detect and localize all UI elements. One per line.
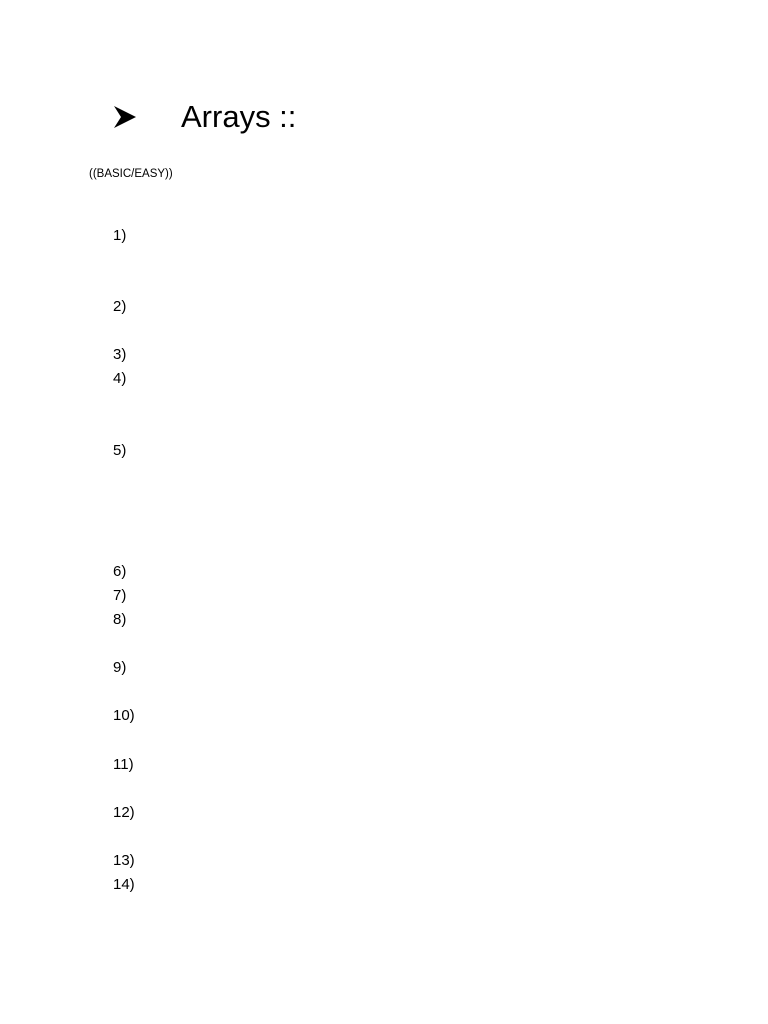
- list-item-number: 13): [113, 852, 135, 869]
- list-item-number: 5): [113, 442, 127, 459]
- list-item-number: 1): [113, 227, 127, 244]
- list-item-number: 14): [113, 876, 135, 893]
- list-item-number: 11): [113, 756, 134, 773]
- page-title: Arrays ::: [181, 99, 297, 134]
- list-item-number: 4): [113, 370, 127, 387]
- list-item-number: 8): [113, 611, 127, 628]
- list-item-number: 2): [113, 298, 127, 315]
- arrowhead-bullet-icon: [112, 104, 138, 130]
- difficulty-label: ((BASIC/EASY)): [89, 168, 173, 180]
- section-heading: [112, 96, 297, 138]
- list-item-number: 6): [113, 563, 127, 580]
- list-item-number: 9): [113, 659, 127, 676]
- list-item-number: 12): [113, 804, 135, 821]
- list-item-number: 3): [113, 346, 127, 363]
- list-item-number: 10): [113, 707, 135, 724]
- list-item-number: 7): [113, 587, 127, 604]
